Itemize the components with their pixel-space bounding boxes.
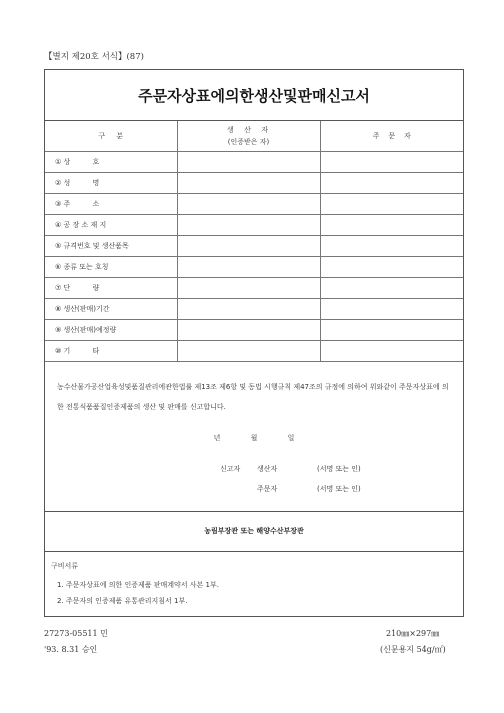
table-row — [45, 236, 463, 257]
paper-type: (신문용지 54g/㎡) — [380, 645, 446, 654]
date-line — [45, 433, 463, 443]
declaration-statement: 농수산물가공산업육성및품질관리에관한법률 제13조 제6항 및 동법 시행규칙 제47조의 규정에 의하여 위와같이 주문자상표에 의한 전통식품품질인증제품의 생산 및 판매를 신고합니다. — [57, 383, 449, 411]
table-row — [45, 173, 463, 194]
row-label-planned-amount: ⑨ 생산(판매)예정량 — [45, 320, 177, 341]
table-row — [45, 278, 463, 299]
table-header-row — [45, 121, 463, 152]
producer-type-field[interactable] — [177, 257, 320, 278]
producer-standard-number-field[interactable] — [177, 236, 320, 257]
orderer-trade-name-field[interactable] — [320, 152, 463, 173]
producer-planned-amount-field[interactable] — [177, 320, 320, 341]
minister-addressee: 농림부장관 또는 해양수산부장관 — [204, 527, 304, 535]
title-area — [45, 70, 463, 121]
row-label-factory-location: ④ 공 장 소 재 지 — [45, 215, 177, 236]
producer-name-field[interactable] — [177, 173, 320, 194]
divider — [45, 511, 463, 512]
producer-factory-location-field[interactable] — [177, 215, 320, 236]
table-row — [45, 152, 463, 173]
row-label-standard-number: ⑤ 규격번호 및 생산품목 — [45, 236, 177, 257]
orderer-factory-location-field[interactable] — [320, 215, 463, 236]
date-year-label: 년 — [213, 434, 221, 442]
header-orderer: 주 문 자 — [320, 121, 463, 152]
form-code: 27273-05511 민 — [44, 629, 108, 638]
row-label-other: ⑩ 기 타 — [45, 341, 177, 362]
attachment-item: 1. 주문자상표에 의한 인증제품 판매계약서 사본 1부. — [57, 581, 219, 589]
orderer-type-field[interactable] — [320, 257, 463, 278]
header-producer — [177, 121, 320, 152]
table-row — [45, 299, 463, 320]
header-category: 구 분 — [45, 121, 177, 152]
date-month-label: 월 — [250, 434, 258, 442]
producer-period-field[interactable] — [177, 299, 320, 320]
info-table — [45, 121, 463, 362]
form-title: 주문자상표에의한생산및판매신고서 — [138, 86, 370, 105]
orderer-planned-amount-field[interactable] — [320, 320, 463, 341]
row-label-trade-name: ① 상 호 — [45, 152, 177, 173]
row-label-address: ③ 주 소 — [45, 194, 177, 215]
producer-address-field[interactable] — [177, 194, 320, 215]
report-form — [44, 69, 464, 617]
approval-date: '93. 8.31 승인 — [44, 645, 98, 654]
attachment-item: 2. 주문자의 인증제품 유통관리지침서 1부. — [57, 597, 188, 605]
orderer-other-field[interactable] — [320, 341, 463, 362]
orderer-standard-number-field[interactable] — [320, 236, 463, 257]
attachments-title: 구비서류 — [51, 562, 79, 570]
orderer-signature[interactable]: (서명 또는 인) — [317, 485, 361, 493]
table-row — [45, 341, 463, 362]
table-row — [45, 194, 463, 215]
producer-unit-quantity-field[interactable] — [177, 278, 320, 299]
row-label-name: ② 성 명 — [45, 173, 177, 194]
orderer-period-field[interactable] — [320, 299, 463, 320]
row-label-type: ⑥ 종류 또는 호칭 — [45, 257, 177, 278]
declarant-orderer-label: 주문자 — [257, 485, 278, 493]
table-row — [45, 257, 463, 278]
header-producer-line1: 생 산 자 — [226, 126, 271, 134]
orderer-name-field[interactable] — [320, 173, 463, 194]
divider — [45, 551, 463, 552]
form-label: 【별지 제20호 서식】(87) — [44, 52, 144, 62]
producer-signature[interactable]: (서명 또는 인) — [317, 465, 361, 473]
table-row — [45, 215, 463, 236]
producer-trade-name-field[interactable] — [177, 152, 320, 173]
row-label-period: ⑧ 생산(판매)기간 — [45, 299, 177, 320]
declarant-label: 신고자 — [220, 465, 241, 473]
paper-size: 210㎜×297㎜ — [386, 629, 440, 638]
table-row — [45, 320, 463, 341]
orderer-address-field[interactable] — [320, 194, 463, 215]
producer-other-field[interactable] — [177, 341, 320, 362]
row-label-unit-quantity: ⑦ 단 량 — [45, 278, 177, 299]
declarant-producer-label: 생산자 — [257, 465, 278, 473]
header-producer-line2: (인증받은 자) — [227, 138, 270, 146]
orderer-unit-quantity-field[interactable] — [320, 278, 463, 299]
date-day-label: 일 — [287, 434, 295, 442]
